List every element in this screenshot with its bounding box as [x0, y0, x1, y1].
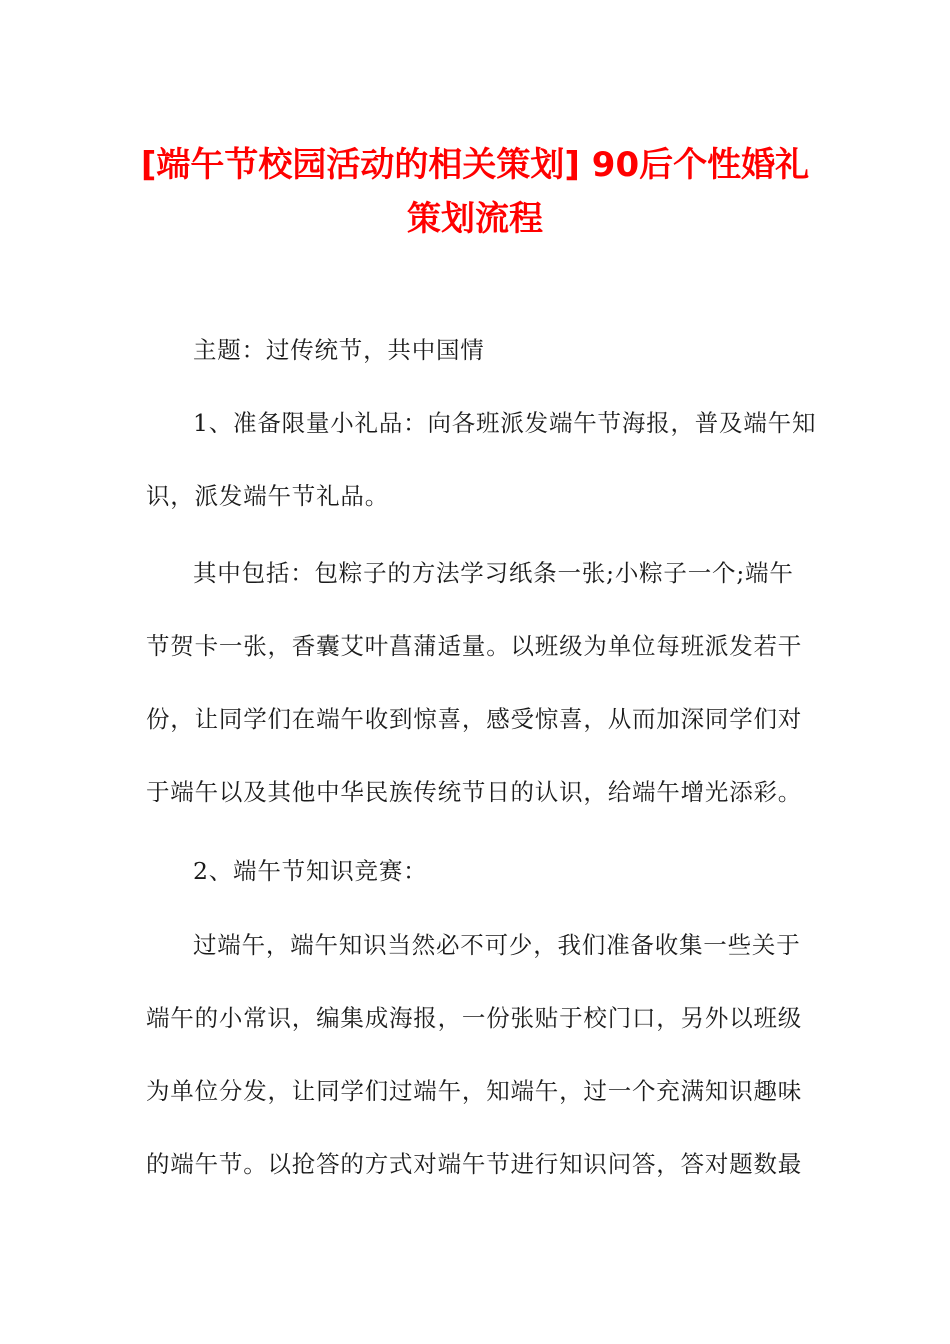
paragraph-line: 过端午，端午知识当然必不可少，我们准备收集一些关于: [193, 931, 801, 959]
paragraph-line: 其中包括：包粽子的方法学习纸条一张;小粽子一个;端午: [193, 559, 794, 587]
paragraph-line: 为单位分发，让同学们过端午，知端午，过一个充满知识趣味: [146, 1077, 803, 1105]
title-line-1: [端午节校园活动的相关策划] 90后个性婚礼: [140, 145, 810, 185]
paragraph-line: 份，让同学们在端午收到惊喜，感受惊喜，从而加深同学们对: [146, 705, 803, 733]
paragraph-line: 端午的小常识，编集成海报，一份张贴于校门口，另外以班级: [146, 1004, 803, 1032]
paragraph-line: 识，派发端午节礼品。: [146, 482, 389, 510]
paragraph-line: 节贺卡一张，香囊艾叶菖蒲适量。以班级为单位每班派发若干: [146, 632, 803, 660]
paragraph-line: 1、准备限量小礼品：向各班派发端午节海报，普及端午知: [193, 409, 817, 437]
paragraph-line: 2、端午节知识竞赛：: [193, 857, 428, 885]
title-line-2: 策划流程: [407, 199, 543, 239]
paragraph-item-1: [146, 387, 816, 533]
paragraph-contents: [146, 537, 816, 829]
paragraph-line: 于端午以及其他中华民族传统节日的认识，给端午增光添彩。: [146, 778, 803, 806]
paragraph-theme: [146, 314, 816, 387]
paragraph-line: 主题：过传统节，共中国情: [193, 336, 485, 364]
document-title: [140, 138, 810, 246]
paragraph-knowledge: [146, 909, 816, 1201]
paragraph-item-2: [146, 835, 816, 908]
paragraph-line: 的端午节。以抢答的方式对端午节进行知识问答，答对题数最: [146, 1150, 803, 1178]
